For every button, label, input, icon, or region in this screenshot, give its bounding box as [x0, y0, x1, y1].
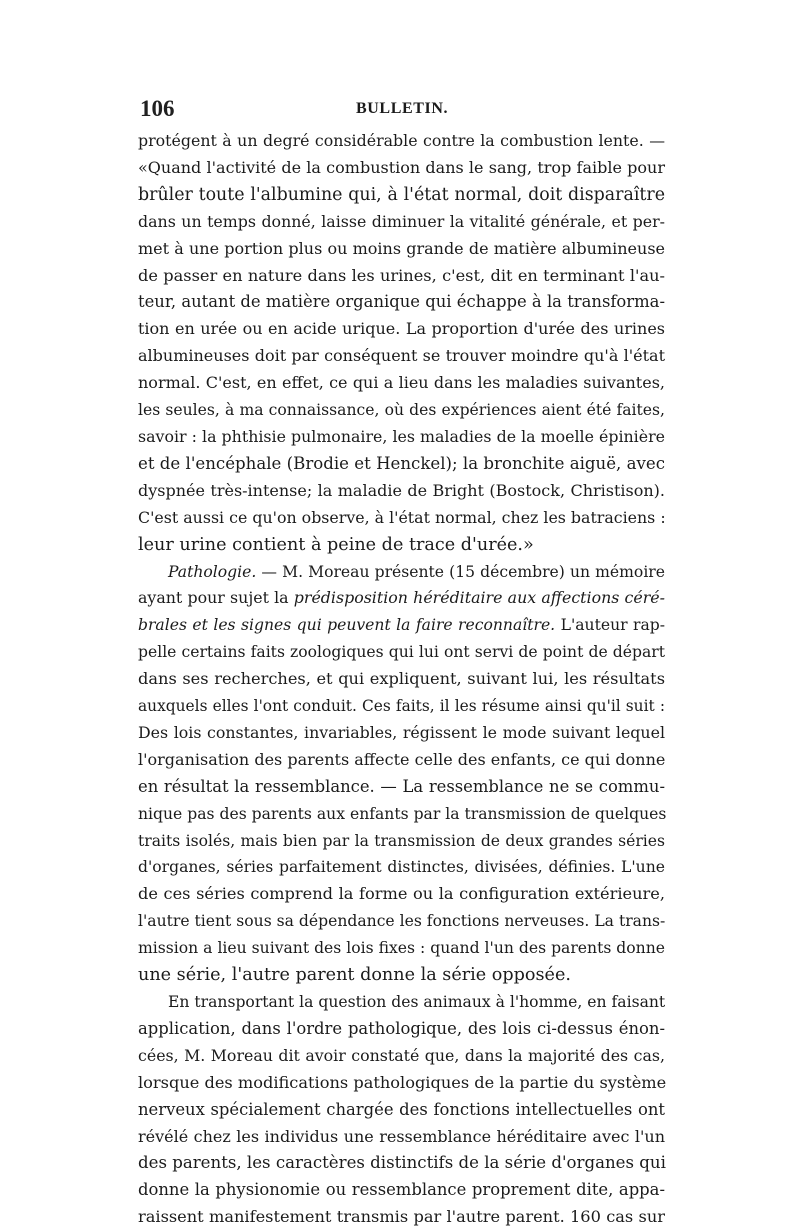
text-line: l'organisation des parents affecte celle des enfants, ce qui donne	[138, 749, 666, 769]
paragraph	[138, 559, 665, 990]
text-line: nerveux spécialement chargée des fonctions intellectuelles ont	[138, 1099, 665, 1119]
text-line: normal. C'est, en effet, ce qui a lieu dans les maladies suivantes,	[138, 373, 665, 393]
text-line: donne la physionomie ou ressemblance proprement dite, appa-	[138, 1180, 665, 1200]
text-line: révélé chez les individus une ressemblance héréditaire avec l'un	[138, 1126, 665, 1146]
text-line: de passer en nature dans les urines, c'est, dit en terminant l'au-	[138, 265, 665, 285]
page-body	[138, 128, 665, 1231]
text-line: «Quand l'activité de la combustion dans le sang, trop faible pour	[138, 157, 665, 177]
emphasis-text: prédisposition héréditaire aux affections céré-	[293, 588, 665, 608]
text-line: d'organes, séries parfaitement distinctes, divisées, définies. L'une	[138, 858, 665, 877]
emphasis-text: brales et les signes qui peuvent la faire reconnaître.	[138, 616, 556, 635]
text-line: leur urine contient à peine de trace d'urée.»	[138, 534, 534, 555]
text-line: des parents, les caractères distinctifs de la série d'organes qui	[138, 1153, 666, 1173]
text-line: une série, l'autre parent donne la série opposée.	[138, 965, 571, 986]
text-line: brûler toute l'albumine qui, à l'état normal, doit disparaître	[138, 184, 665, 205]
text-line: traits isolés, mais bien par la transmission de deux grandes séries	[138, 831, 665, 850]
text-line: lorsque des modifications pathologiques de la partie du système	[138, 1072, 667, 1092]
text-line: dyspnée très-intense; la maladie de Bright (Bostock, Christison).	[138, 480, 665, 500]
text-run: — M. Moreau présente (15 décembre) un mémoire	[261, 562, 665, 581]
text-line: dans ses recherches, et qui expliquent, suivant lui, les résultats	[138, 669, 665, 689]
text-line: cées, M. Moreau dit avoir constaté que, dans la majorité des cas,	[138, 1045, 665, 1065]
text-line: dans un temps donné, laisse diminuer la vitalité générale, et per-	[138, 211, 665, 231]
text-line	[138, 612, 665, 639]
text-line: mission a lieu suivant des lois fixes : quand l'un des parents donne	[138, 939, 665, 958]
page-number: 106	[140, 96, 175, 121]
text-line	[138, 585, 665, 612]
text-line: nique pas des parents aux enfants par la transmission de quelques	[138, 804, 667, 823]
text-run: ayant pour sujet la	[138, 588, 294, 608]
text-line: de ces séries comprend la forme ou la configuration extérieure,	[138, 884, 665, 904]
text-line: pelle certains faits zoologiques qui lui ont servi de point de départ	[138, 643, 665, 662]
paragraph	[138, 989, 665, 1231]
text-line: tion en urée ou en acide urique. La proportion d'urée des urines	[138, 319, 665, 339]
text-line	[138, 559, 665, 586]
text-line: C'est aussi ce qu'on observe, à l'état normal, chez les batraciens :	[138, 507, 666, 527]
text-line: Des lois constantes, invariables, régissent le mode suivant lequel	[138, 722, 665, 742]
paragraph	[138, 128, 665, 559]
text-run: L'auteur rap-	[555, 616, 666, 635]
section-lead: Pathologie.	[168, 562, 257, 581]
text-line: et de l'encéphale (Brodie et Henckel); la bronchite aiguë, avec	[138, 453, 665, 473]
text-line: En transportant la question des animaux à l'homme, en faisant	[168, 993, 666, 1011]
text-line: application, dans l'ordre pathologique, des lois ci-dessus énon-	[138, 1018, 665, 1038]
text-line: raissent manifestement transmis par l'autre parent. 160 cas sur	[138, 1207, 665, 1227]
text-line: savoir : la phthisie pulmonaire, les maladies de la moelle épinière	[138, 426, 665, 446]
text-line: protégent à un degré considérable contre la combustion lente. —	[138, 131, 665, 150]
text-line: l'autre tient sous sa dépendance les fonctions nerveuses. La trans-	[138, 912, 666, 931]
text-line: met à une portion plus ou moins grande de matière albumineuse	[138, 238, 665, 258]
text-line: en résultat la ressemblance. — La ressemblance ne se commu-	[138, 776, 665, 796]
text-line: auxquels elles l'ont conduit. Ces faits, il les résume ainsi qu'il suit :	[138, 697, 665, 716]
running-title: BULLETIN.	[356, 100, 449, 117]
text-line: les seules, à ma connaissance, où des expériences aient été faites,	[138, 401, 665, 420]
text-line: teur, autant de matière organique qui échappe à la transforma-	[138, 292, 665, 312]
book-page	[138, 96, 665, 1231]
page-header	[138, 96, 665, 122]
text-line: albumineuses doit par conséquent se trouver moindre qu'à l'état	[138, 346, 665, 366]
